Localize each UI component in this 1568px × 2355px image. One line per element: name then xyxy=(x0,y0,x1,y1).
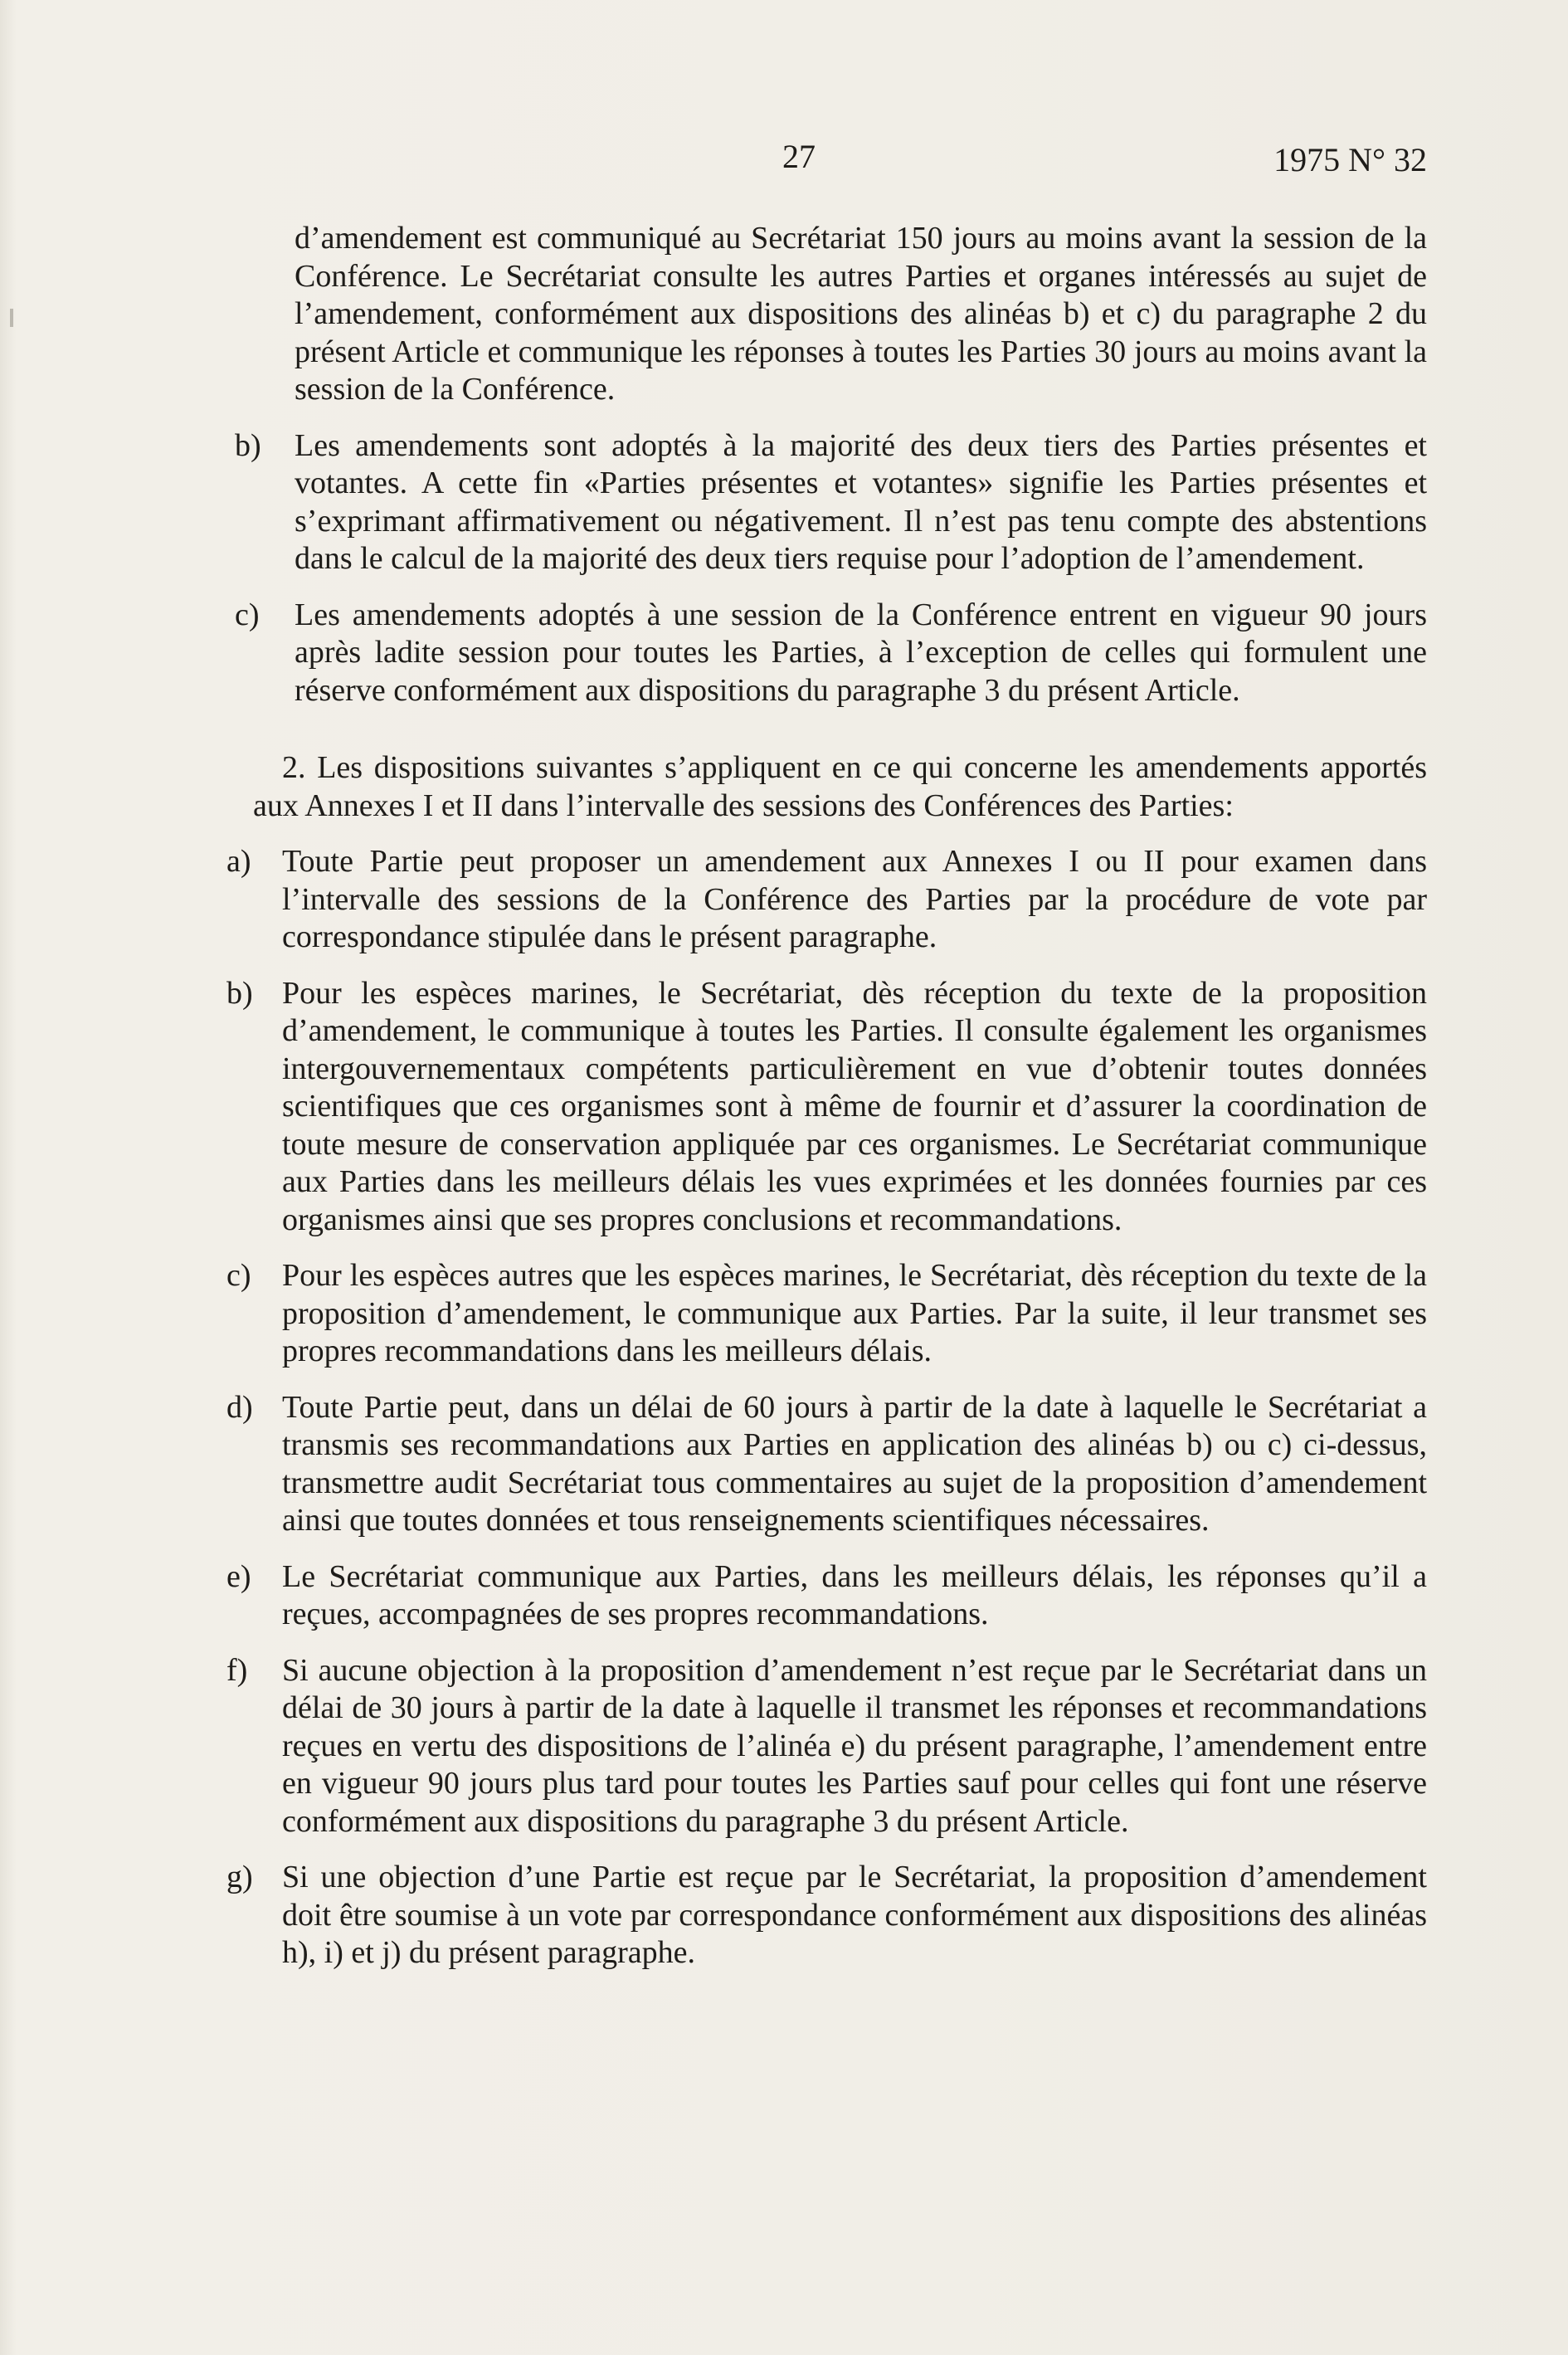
item-text: Pour les espèces autres que les espèces marines, le Secrétariat, dès réception du texte de la proposition d’amendement, le communique aux Parties. Par la suite, il leur transmet ses propres recommandations dans les meilleurs délais. xyxy=(282,1258,1427,1368)
list-item xyxy=(226,1859,1427,1972)
item-label: c) xyxy=(226,1258,251,1293)
margin-mark xyxy=(10,309,13,327)
page-number: 27 xyxy=(782,138,816,175)
item-label: a) xyxy=(226,844,251,879)
item-text: Toute Partie peut proposer un amendement aux Annexes I ou II pour examen dans l’intervalle des sessions de la Conférence des Parties par la procédure de vote par correspondance stipulée dans le présent paragraphe. xyxy=(282,844,1427,954)
item-label: g) xyxy=(226,1860,253,1894)
item-text: Pour les espèces marines, le Secrétariat, dès réception du texte de la proposition d’amendement, le communique à toutes les Parties. Il consulte également les organismes intergouvernementaux compétents particulièrement en vue d’obtenir toutes données scientifiques que ces organismes sont à même de fournir et d’assurer la coordination de toute mesure de conservation appliquée par ces organismes. Le Secrétariat communique aux Parties dans les meilleurs délais les vues exprimées et les données fournies par ces organismes ainsi que ses propres conclusions et recommandations. xyxy=(282,975,1427,1237)
item-text: Les amendements sont adoptés à la majorité des deux tiers des Parties présentes et votantes. A cette fin «Parties présentes et votantes» signifie les Parties présentes et s’exprimant affirmativement ou négativement. Il n’est pas tenu compte des abstentions dans le calcul de la majorité des deux tiers requise pour l’adoption de l’amendement. xyxy=(295,427,1427,576)
item-label: b) xyxy=(226,975,253,1011)
item-text: Le Secrétariat communique aux Parties, dans les meilleurs délais, les réponses qu’il a reçues, accompagnées de ses propres recommandations. xyxy=(282,1558,1427,1631)
item-label: f) xyxy=(226,1652,248,1688)
paragraph-2-intro: 2. Les dispositions suivantes s’appliquent en ce qui concerne les amendements apportés aux Annexes I et II dans l’intervalle des sessions des Conférences des Parties: xyxy=(253,750,1427,823)
item-label: e) xyxy=(226,1558,251,1594)
page-header xyxy=(0,137,1568,187)
list-item xyxy=(235,427,1427,578)
continued-paragraph: d’amendement est communiqué au Secrétariat 150 jours au moins avant la session de la Conférence. Le Secrétariat consulte les autres Parties et organes intéressés au sujet de l’amendement, conformément aux dispositions des alinéas b) et c) du paragraphe 2 du présent Article et communique les réponses à toutes les Parties 30 jours au moins avant la session de la Conférence. xyxy=(295,221,1427,407)
item-text: Toute Partie peut, dans un délai de 60 jours à partir de la date à laquelle le Secrétariat a transmis ses recommandations aux Parties en application des alinéas b) ou c) ci-dessus, transmettre audit Secrétariat tous commentaires au sujet de la proposition d’amendement ainsi que toutes données et tous renseignements scientifiques nécessaires. xyxy=(282,1389,1427,1538)
document-reference: 1975 N° 32 xyxy=(1273,141,1427,178)
list-item xyxy=(226,1558,1427,1634)
item-text: Si une objection d’une Partie est reçue par le Secrétariat, la proposition d’amendement doit être soumise à un vote par correspondance conformément aux dispositions des alinéas h), i) et j) du présent paragraphe. xyxy=(282,1860,1427,1970)
item-label: d) xyxy=(226,1389,253,1425)
list-item xyxy=(235,597,1427,710)
list-item xyxy=(226,1257,1427,1371)
list-item xyxy=(226,975,1427,1240)
list-item xyxy=(226,1389,1427,1540)
item-label: b) xyxy=(235,427,261,463)
list-item xyxy=(226,843,1427,957)
item-text: Si aucune objection à la proposition d’amendement n’est reçue par le Secrétariat dans un délai de 30 jours à partir de la date à laquelle il transmet les réponses et recommandations reçues en vertu des dispositions de l’alinéa e) du présent paragraphe, l’amendement entre en vigueur 90 jours plus tard pour toutes les Parties sauf pour celles qui font une réserve conformément aux dispositions du paragraphe 3 du présent Article. xyxy=(282,1652,1427,1839)
list-item xyxy=(226,1652,1427,1841)
body-text xyxy=(226,220,1427,1972)
item-text: Les amendements adoptés à une session de la Conférence entrent en vigueur 90 jours après ladite session pour toutes les Parties, à l’exception de celles qui formulent une réserve conformément aux dispositions du paragraphe 3 du présent Article. xyxy=(295,597,1427,708)
item-label: c) xyxy=(235,597,260,632)
